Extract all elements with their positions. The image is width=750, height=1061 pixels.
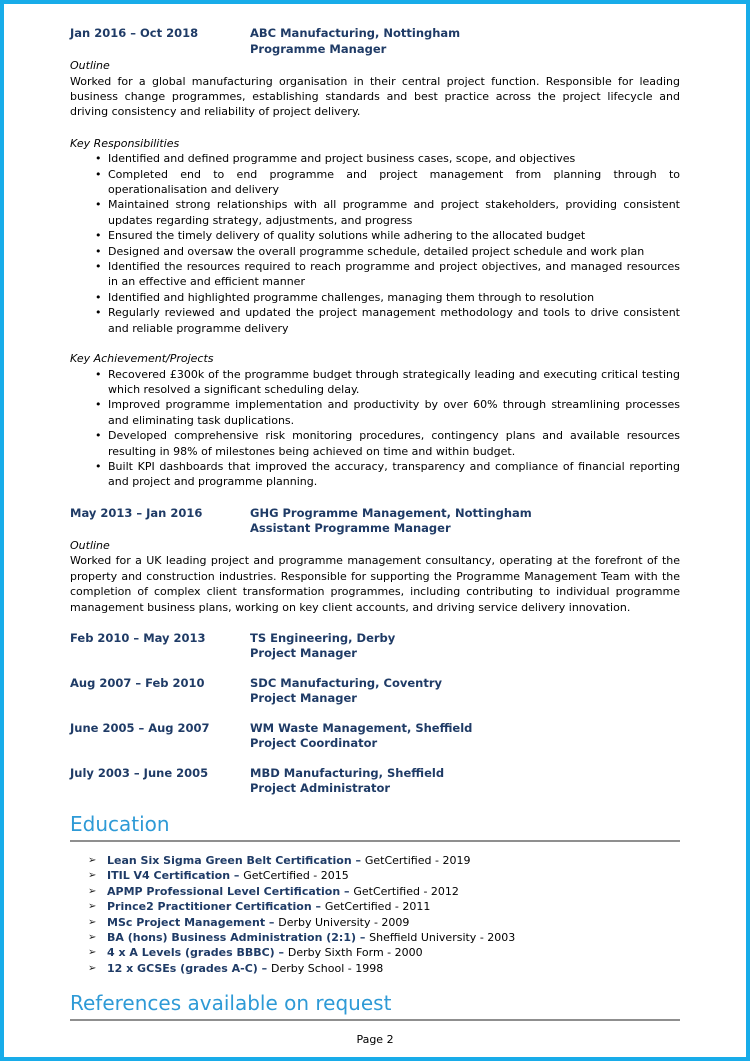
education-item-title: Prince2 Practitioner Certification – bbox=[107, 900, 325, 914]
bullet-icon: • bbox=[95, 198, 102, 212]
outline-label: Outline bbox=[70, 538, 110, 552]
education-item-detail: GetCertified - 2011 bbox=[324, 900, 431, 914]
job-dates: Aug 2007 – Feb 2010 bbox=[70, 675, 205, 690]
list-item-text bbox=[107, 884, 680, 899]
references-heading: References available on request bbox=[70, 991, 680, 1021]
job-title: Project Coordinator bbox=[250, 736, 378, 751]
job-section-mbd-manufacturing bbox=[70, 766, 680, 797]
list-item bbox=[88, 868, 680, 883]
list-item-text bbox=[107, 868, 680, 883]
bullet-icon: • bbox=[95, 367, 102, 381]
arrow-bullet-icon: ➢ bbox=[88, 962, 97, 974]
job-header bbox=[70, 26, 680, 57]
education-section bbox=[70, 812, 680, 976]
bullet-icon: • bbox=[95, 460, 102, 474]
outline-label: Outline bbox=[70, 59, 110, 72]
list-item-text: Built KPI dashboards that improved the accuracy, transparency and compliance of financial reporting and project and programme planning. bbox=[108, 460, 680, 489]
list-item bbox=[95, 167, 680, 198]
list-item bbox=[88, 884, 680, 899]
list-item bbox=[88, 945, 680, 960]
list-item bbox=[95, 459, 680, 490]
job-section-abc-manufacturing bbox=[70, 26, 680, 490]
list-item bbox=[95, 244, 680, 259]
arrow-bullet-icon: ➢ bbox=[88, 947, 97, 959]
list-item-text: Ensured the timely delivery of quality solutions while adhering to the allocated budget bbox=[108, 229, 586, 243]
job-company-title bbox=[250, 26, 680, 57]
job-header bbox=[70, 631, 680, 662]
education-item-title: MSc Project Management – bbox=[107, 915, 279, 929]
list-item-text bbox=[107, 853, 680, 868]
education-item-detail: GetCertified - 2012 bbox=[353, 884, 459, 898]
list-item-text: Recovered £300k of the programme budget through strategically leading and executing critical testing which resolved a significant scheduling delay. bbox=[108, 367, 680, 396]
bullet-icon: • bbox=[95, 244, 102, 258]
list-item-text bbox=[107, 961, 680, 976]
education-item-detail: Derby University - 2009 bbox=[278, 915, 410, 929]
education-item-detail: GetCertified - 2015 bbox=[243, 869, 349, 883]
list-item-text bbox=[107, 915, 680, 930]
education-item-title: APMP Professional Level Certification – bbox=[107, 884, 354, 898]
list-item bbox=[95, 367, 680, 398]
job-company: GHG Programme Management, Nottingham bbox=[250, 505, 532, 520]
list-item bbox=[95, 305, 680, 336]
education-item-detail: Derby School - 1998 bbox=[270, 961, 384, 975]
list-item-text bbox=[107, 945, 680, 960]
list-item-text: Maintained strong relationships with all programme and project stakeholders, providing consistent updates regarding strategy, adjustments, and progress bbox=[108, 198, 680, 227]
list-item-text: Regularly reviewed and updated the project management methodology and tools to drive consistent and reliable programme delivery bbox=[108, 306, 680, 335]
job-company: MBD Manufacturing, Sheffield bbox=[250, 765, 445, 780]
education-item-title: BA (hons) Business Administration (2:1) – bbox=[107, 931, 370, 944]
job-company: ABC Manufacturing, Nottingham bbox=[250, 26, 461, 40]
education-item-title: Lean Six Sigma Green Belt Certification – bbox=[107, 853, 365, 867]
list-item bbox=[95, 228, 680, 243]
job-company-title bbox=[250, 766, 680, 797]
arrow-bullet-icon: ➢ bbox=[88, 885, 97, 897]
list-item bbox=[88, 930, 680, 945]
job-outline-text: Worked for a global manufacturing organisation in their central project function. Responsible for leading business change programmes, establishing standards and best practice across the project lifecycle and driving consistency and reliability of project delivery. bbox=[70, 74, 680, 119]
bullet-icon: • bbox=[95, 167, 102, 181]
bullet-icon: • bbox=[95, 229, 102, 243]
job-section-ghg bbox=[70, 506, 680, 615]
list-item bbox=[88, 961, 680, 976]
job-company-title bbox=[250, 631, 680, 662]
bullet-icon: • bbox=[95, 290, 102, 304]
bullet-icon: • bbox=[95, 152, 102, 166]
education-list bbox=[88, 853, 680, 976]
job-section-sdc-manufacturing bbox=[70, 676, 680, 707]
job-header bbox=[70, 766, 680, 797]
job-section-wm-waste bbox=[70, 721, 680, 752]
responsibilities-list bbox=[95, 151, 680, 336]
education-item-detail: GetCertified - 2019 bbox=[364, 853, 471, 867]
list-item-text: Identified and highlighted programme challenges, managing them through to resolution bbox=[108, 290, 595, 304]
list-item bbox=[95, 259, 680, 290]
job-title: Assistant Programme Manager bbox=[250, 521, 451, 536]
list-item-text bbox=[107, 899, 680, 914]
job-company: SDC Manufacturing, Coventry bbox=[250, 675, 443, 690]
list-item-text: Identified the resources required to reach programme and project objectives, and managed resources in an effective and efficient manner bbox=[108, 260, 680, 289]
job-company-title bbox=[250, 676, 680, 707]
job-title: Programme Manager bbox=[250, 41, 387, 56]
job-title: Project Manager bbox=[250, 691, 357, 706]
arrow-bullet-icon: ➢ bbox=[88, 854, 97, 866]
list-item bbox=[88, 899, 680, 914]
list-item bbox=[95, 428, 680, 459]
bullet-icon: • bbox=[95, 260, 102, 274]
job-company-title bbox=[250, 721, 680, 752]
job-title: Project Manager bbox=[250, 646, 357, 661]
list-item bbox=[88, 915, 680, 930]
list-item bbox=[95, 397, 680, 428]
list-item-text: Improved programme implementation and productivity by over 60% through streamlining processes and eliminating task duplications. bbox=[108, 398, 680, 427]
education-item-title: 12 x GCSEs (grades A-C) – bbox=[107, 961, 271, 975]
education-item-detail: Derby Sixth Form - 2000 bbox=[287, 946, 423, 960]
job-header bbox=[70, 676, 680, 707]
page-number: Page 2 bbox=[356, 1033, 394, 1047]
arrow-bullet-icon: ➢ bbox=[88, 870, 97, 882]
job-company: WM Waste Management, Sheffield bbox=[250, 720, 473, 735]
list-item bbox=[95, 290, 680, 305]
list-item-text: Designed and oversaw the overall programme schedule, detailed project schedule and work plan bbox=[108, 244, 645, 258]
job-dates: Jan 2016 – Oct 2018 bbox=[70, 26, 199, 40]
list-item bbox=[88, 853, 680, 868]
arrow-bullet-icon: ➢ bbox=[88, 916, 97, 928]
responsibilities-label: Key Responsibilities bbox=[70, 136, 180, 150]
bullet-icon: • bbox=[95, 398, 102, 412]
job-dates: June 2005 – Aug 2007 bbox=[70, 720, 210, 735]
list-item-text: Identified and defined programme and project business cases, scope, and objectives bbox=[108, 152, 576, 166]
bullet-icon: • bbox=[95, 306, 102, 320]
list-item bbox=[95, 197, 680, 228]
list-item bbox=[95, 151, 680, 166]
list-item-text bbox=[107, 930, 680, 945]
job-outline-text: Worked for a UK leading project and programme management consultancy, operating at the forefront of the property and construction industries. Responsible for supporting the Programme Management Team with the completion of complex client transformation programmes, including contributing to individual programme management business plans, working on key client accounts, and driving service delivery innovation. bbox=[70, 554, 680, 614]
references-section bbox=[70, 991, 680, 1021]
job-title: Project Administrator bbox=[250, 781, 391, 796]
list-item-text: Completed end to end programme and project management from planning through to operationalisation and delivery bbox=[108, 167, 680, 197]
job-section-ts-engineering bbox=[70, 631, 680, 662]
arrow-bullet-icon: ➢ bbox=[88, 932, 97, 943]
job-company: TS Engineering, Derby bbox=[250, 630, 396, 645]
job-header bbox=[70, 506, 680, 537]
list-item-text: Developed comprehensive risk monitoring procedures, contingency plans and available resources resulting in 98% of milestones being achieved on time and within budget. bbox=[108, 429, 680, 458]
job-dates: July 2003 – June 2005 bbox=[70, 765, 209, 780]
achievements-label: Key Achievement/Projects bbox=[70, 352, 214, 366]
achievements-list bbox=[95, 367, 680, 490]
arrow-bullet-icon: ➢ bbox=[88, 901, 97, 913]
education-heading: Education bbox=[70, 812, 680, 842]
bullet-icon: • bbox=[95, 429, 102, 443]
education-item-title: ITIL V4 Certification – bbox=[107, 869, 244, 883]
job-company-title bbox=[250, 506, 680, 537]
job-dates: Feb 2010 – May 2013 bbox=[70, 630, 206, 645]
education-item-title: 4 x A Levels (grades BBBC) – bbox=[107, 946, 288, 960]
job-header bbox=[70, 721, 680, 752]
education-item-detail: Sheffield University - 2003 bbox=[369, 931, 516, 944]
job-dates: May 2013 – Jan 2016 bbox=[70, 505, 203, 520]
